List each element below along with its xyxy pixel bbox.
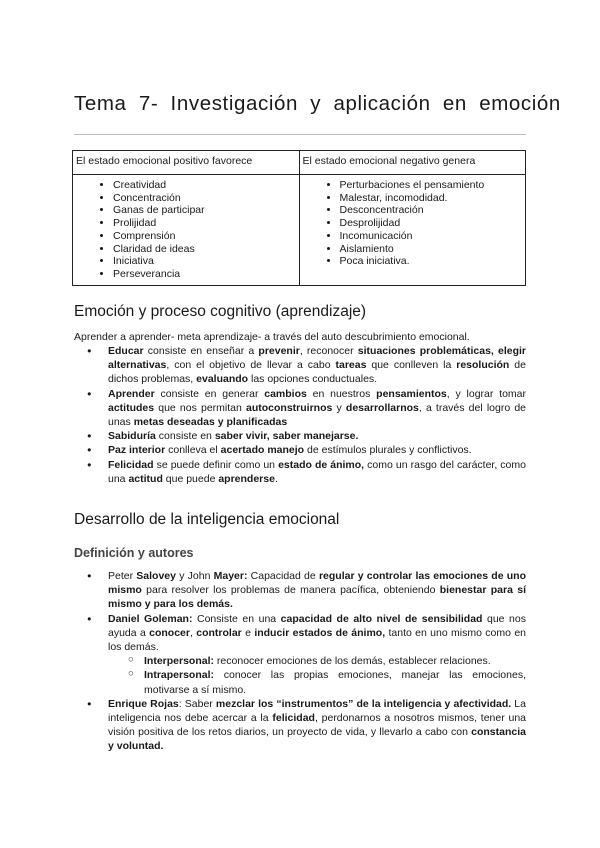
positive-item: • Creatividad — [113, 179, 299, 192]
bold-text: mezclar los “instrumentos” de la inteligencia y afectividad. — [215, 697, 512, 710]
text-run: y John — [176, 570, 214, 582]
bold-text: Educar — [108, 345, 144, 357]
text-run: consiste en enseñar a — [143, 345, 259, 357]
sub-list-item — [108, 668, 526, 696]
author-item — [74, 569, 526, 612]
positive-item: • Iniciativa — [113, 255, 299, 268]
bold-text: Enrique Rojas — [108, 697, 179, 710]
negative-list — [300, 179, 526, 268]
bold-text: aprenderse — [218, 472, 275, 485]
text-run: conocer las propias emociones, manejar las emociones, motivarse a sí mismo. — [144, 669, 526, 696]
text-run: consiste en — [155, 430, 215, 443]
positive-item: • Claridad de ideas — [113, 243, 299, 256]
negative-item: • Poca iniciativa. — [340, 255, 526, 268]
bold-text: bienestar para sí mismo y para los demás. — [108, 584, 526, 611]
text-run: consiste en generar — [154, 387, 265, 400]
text-run: , con el objetivo de llevar a cabo — [166, 359, 336, 372]
bold-text: desarrollarnos — [345, 401, 419, 414]
bold-text: Felicidad — [108, 458, 154, 471]
text-run: en nuestros — [306, 387, 377, 400]
text-run: reconocer emociones de los demás, establecer relaciones. — [214, 655, 491, 668]
bold-text: estado de ánimo, — [278, 458, 365, 471]
text-run: para resolver los problemas de manera pacífica, obteniendo — [141, 584, 440, 597]
negative-item: • Desconcentración — [340, 204, 526, 217]
title-divider — [74, 134, 526, 135]
negative-item: • Incomunicación — [340, 230, 526, 243]
positive-list — [73, 179, 299, 281]
bold-text: conocer — [149, 626, 190, 639]
bold-text: constancia y voluntad. — [108, 726, 526, 753]
bold-text: felicidad — [272, 712, 315, 725]
bold-text: regular y controlar las emociones de uno mismo — [108, 570, 526, 597]
text-run: conlleva el — [165, 444, 221, 457]
table-body-row — [73, 175, 526, 286]
bold-text: tareas — [335, 359, 367, 372]
bold-text: resolución — [456, 359, 510, 372]
text-run: de estímulos plurales y conflictivos. — [304, 444, 472, 457]
section-heading-cognitive: Emoción y proceso cognitivo (aprendizaje) — [74, 303, 367, 320]
bold-text: actitud — [128, 472, 163, 485]
text-run: e — [241, 626, 255, 639]
bold-text: saber vivir, saber manejarse. — [214, 430, 359, 443]
negative-item: • Aislamiento — [340, 243, 526, 256]
text-run: que conlleven la — [366, 359, 457, 372]
author-item — [74, 612, 526, 697]
bold-text: Salovey — [136, 570, 176, 582]
bold-text: Daniel Goleman: — [108, 612, 193, 625]
text-run: La inteligencia nos debe acercar a la — [108, 697, 526, 725]
bold-text: Interpersonal: — [144, 655, 215, 668]
sub-list-item — [108, 654, 526, 668]
author-item — [74, 697, 526, 754]
bold-text: pensamientos — [376, 387, 447, 400]
section-intro: Aprender a aprender- meta aprendizaje- a través del auto descubrimiento emocional. — [74, 331, 470, 343]
text-run: que nos permitan — [154, 401, 247, 414]
bold-text: situaciones problemáticas, elegir alternativas — [108, 345, 526, 372]
text-run: que nos ayuda a — [108, 612, 526, 639]
text-run: , reconocer — [299, 345, 358, 357]
text-run: como un rasgo del carácter, como una — [108, 458, 526, 485]
text-run: tanto en uno mismo como en los demás. — [108, 626, 526, 654]
positive-item: • Prolijidad — [113, 217, 299, 230]
text-run: que puede — [162, 472, 219, 485]
text-run: de dichos problemas, — [108, 359, 526, 386]
header-negative: El estado emocional negativo genera — [299, 151, 526, 175]
negative-cell — [299, 175, 526, 286]
table-header-row — [73, 151, 526, 175]
list-item — [74, 443, 526, 457]
negative-item: • Malestar, incomodidad. — [340, 192, 526, 205]
subsection-heading-definitions: Definición y autores — [74, 546, 194, 560]
negative-item: • Desprolijidad — [340, 217, 526, 230]
bold-text: Paz interior — [108, 444, 166, 457]
text-run: , a través del logro de unas — [108, 401, 527, 429]
authors-bullet-list — [74, 569, 526, 754]
positive-item: • Perseverancia — [113, 268, 299, 281]
bold-text: controlar — [196, 626, 242, 639]
text-run: se puede definir como un — [153, 458, 279, 471]
document-title: Tema 7- Investigación y aplicación en emoción — [74, 92, 561, 115]
text-run: , — [190, 626, 197, 639]
text-run: Consiste en una — [192, 612, 281, 625]
text-run: , perdonarnos a nosotros mismos, tener una visión positiva de los retos diarios, un proyecto de vida, y llevarlo a cabo con — [108, 712, 526, 739]
sub-list — [108, 654, 526, 697]
text-run: . — [274, 472, 278, 485]
bold-text: capacidad de alto nivel de sensibilidad — [280, 612, 483, 625]
positive-item: • Comprensión — [113, 230, 299, 243]
bold-text: Mayer: — [213, 570, 248, 582]
negative-item: • Perturbaciones el pensamiento — [340, 179, 526, 192]
text-run: Capacidad de — [247, 570, 319, 582]
bold-text: metas deseadas y planificadas — [133, 416, 288, 429]
text-run: : Saber — [178, 697, 216, 710]
section-heading-emotional-intelligence: Desarrollo de la inteligencia emocional — [74, 511, 340, 528]
bold-text: prevenir — [258, 345, 300, 357]
cognitive-bullet-list — [74, 344, 526, 486]
bold-text: cambios — [264, 387, 307, 400]
list-item — [74, 458, 526, 486]
bold-text: evaluando — [196, 373, 249, 386]
bold-text: inducir estados de ánimo, — [254, 626, 386, 639]
emotional-state-table — [72, 150, 526, 286]
bold-text: actitudes — [108, 401, 155, 414]
list-item — [74, 387, 526, 430]
positive-cell — [73, 175, 300, 286]
text-run: , y lograr tomar — [446, 387, 527, 400]
positive-item: • Ganas de participar — [113, 204, 299, 217]
text-run: las opciones conductuales. — [248, 373, 378, 386]
bold-text: Aprender — [108, 387, 155, 400]
bold-text: Sabiduría — [108, 430, 156, 443]
bold-text: Intrapersonal: — [144, 669, 215, 682]
bold-text: autoconstruirnos — [246, 401, 333, 414]
positive-item: • Concentración — [113, 192, 299, 205]
header-positive: El estado emocional positivo favorece — [73, 151, 300, 175]
text-run: Peter — [108, 570, 137, 582]
text-run: y — [332, 401, 346, 414]
bold-text: acertado manejo — [220, 444, 305, 457]
list-item — [74, 429, 526, 443]
list-item — [74, 344, 526, 387]
